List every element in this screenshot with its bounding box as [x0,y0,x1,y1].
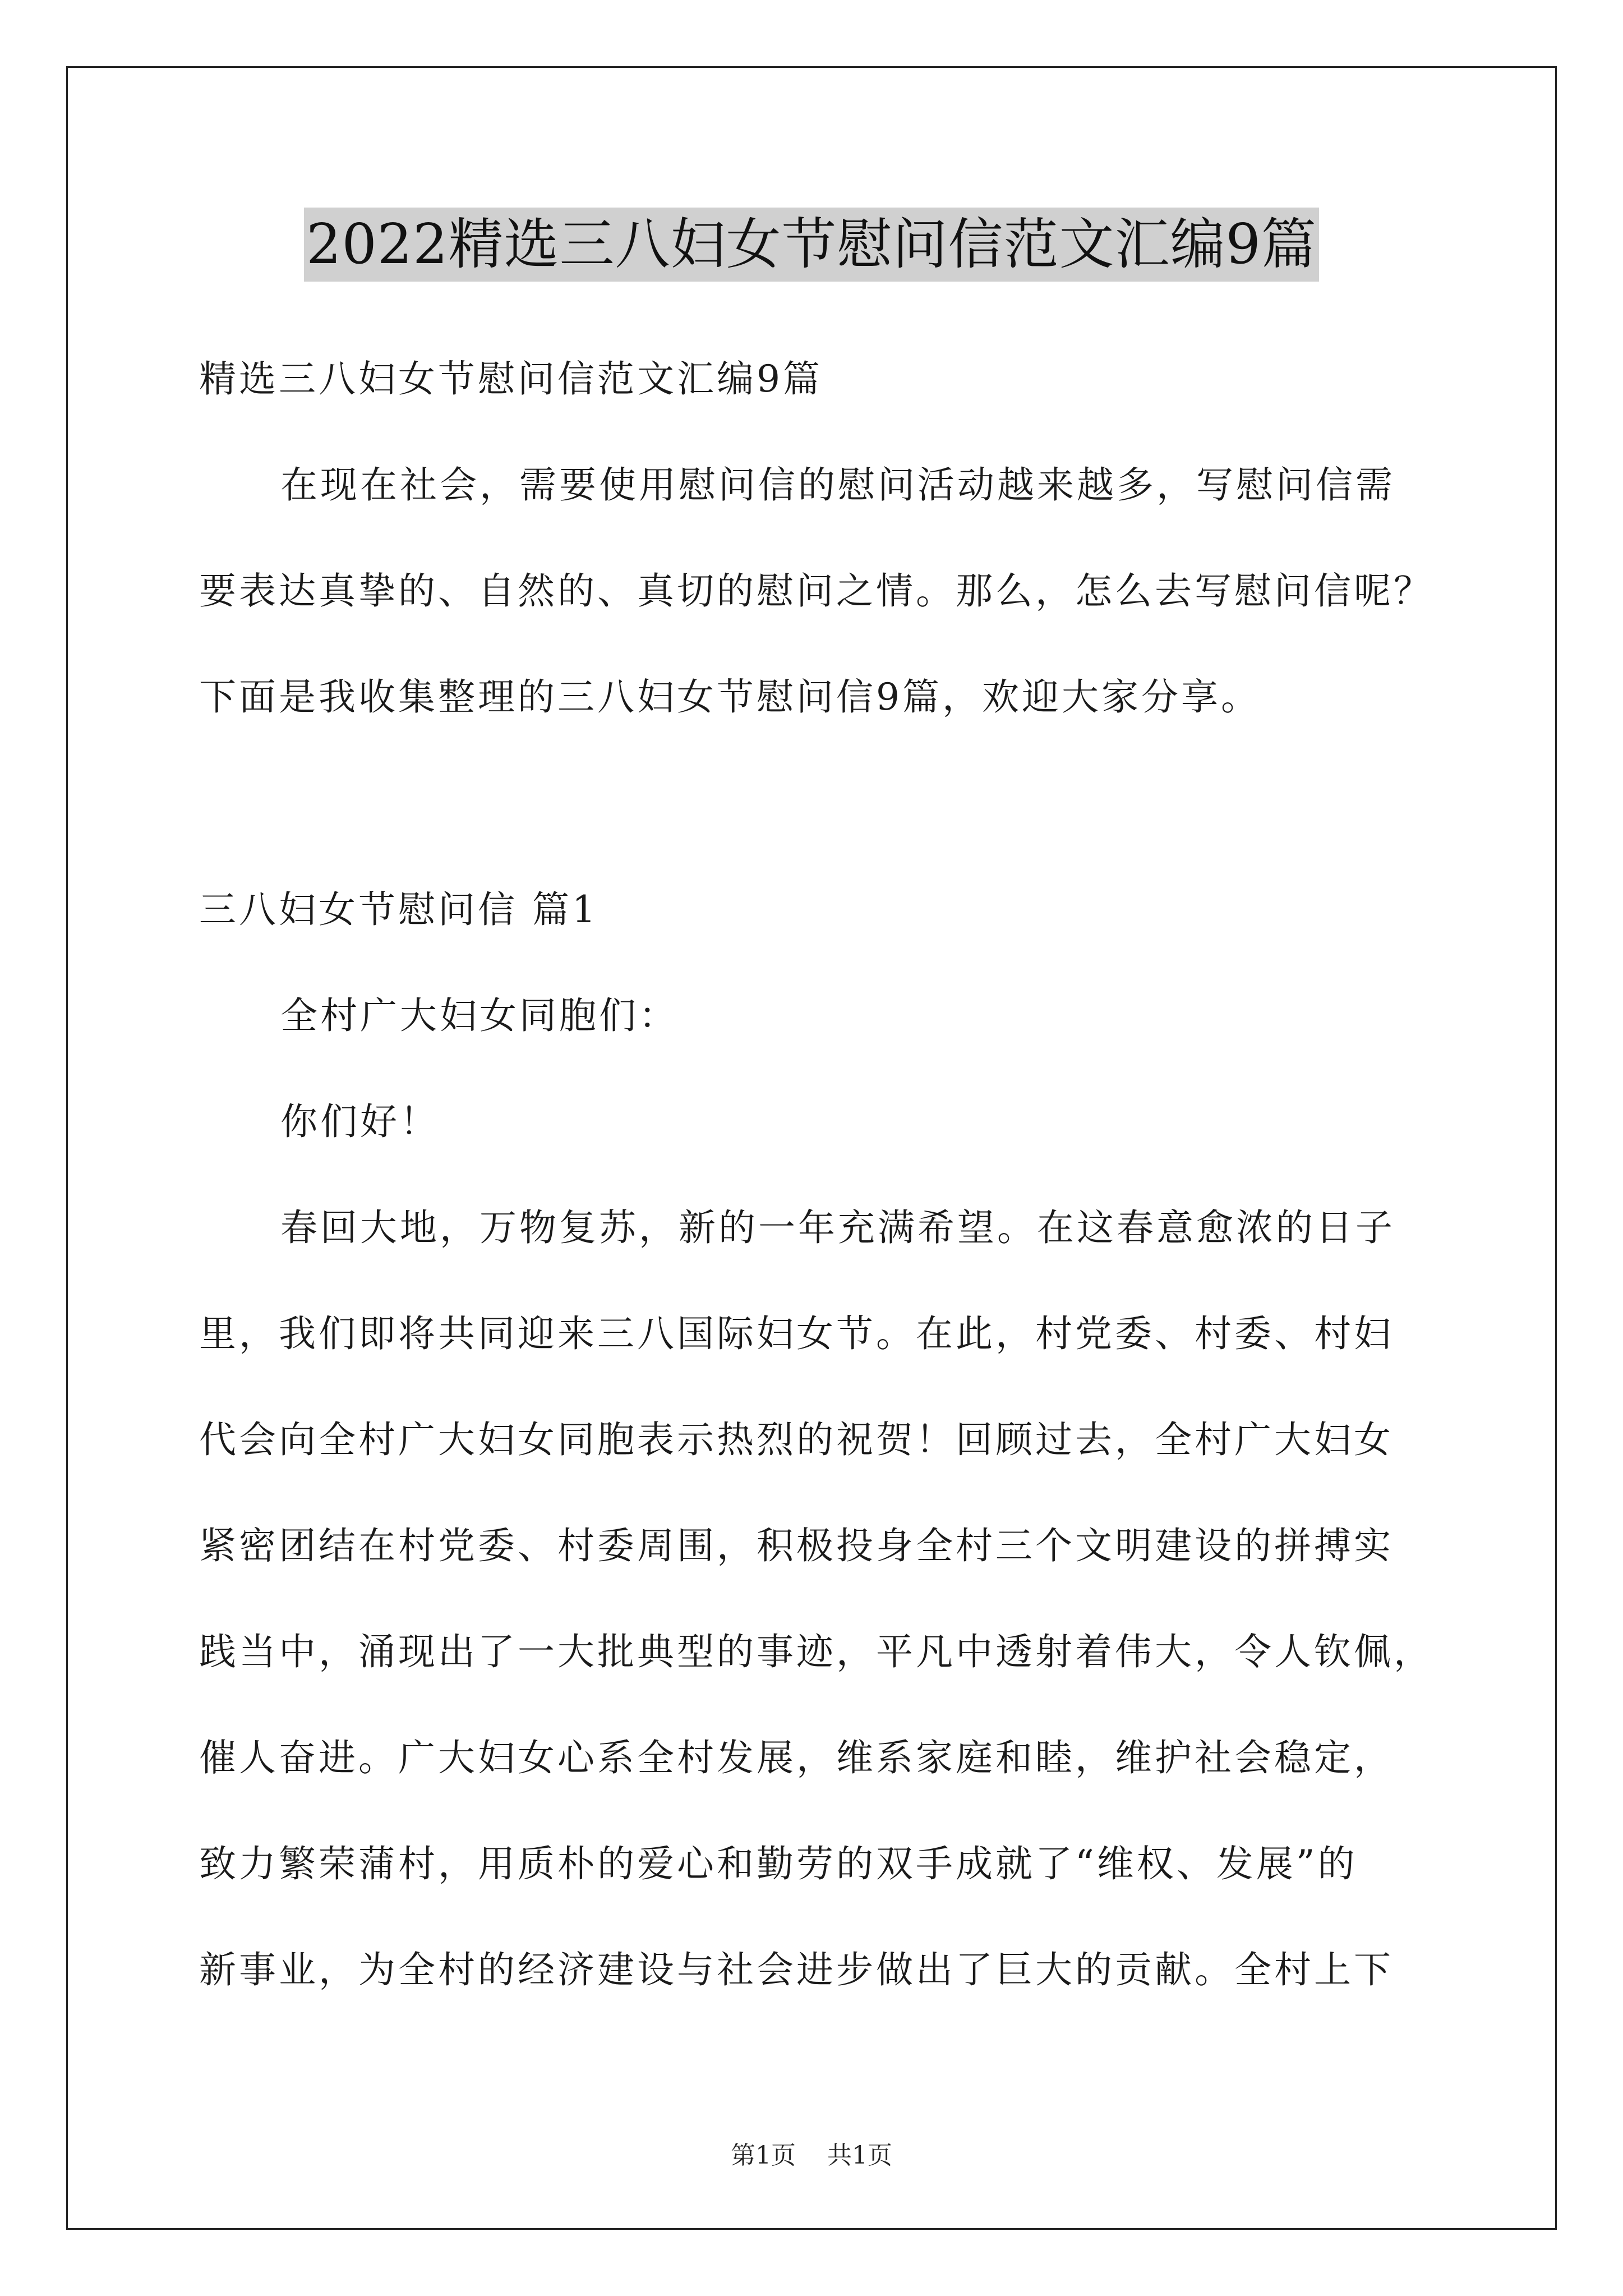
body-line: 致力繁荣蒲村，用质朴的爱心和勤劳的双手成就了“维权、发展”的 [199,1842,1358,1885]
intro-line: 要表达真挚的、自然的、真切的慰问之情。那么，怎么去写慰问信呢？ [199,569,1433,613]
page-footer [0,2140,1623,2171]
body-line: 紧密团结在村党委、村委周围，积极投身全村三个文明建设的拼搏实 [199,1524,1394,1567]
page-number: 第1页 [731,2141,796,2170]
body-line: 春回大地，万物复苏，新的一年充满希望。在这春意愈浓的日子 [280,1206,1395,1249]
body-line: 代会向全村广大妇女同胞表示热烈的祝贺！回顾过去，全村广大妇女 [199,1418,1394,1461]
section-heading: 三八妇女节慰问信 篇1 [199,888,598,931]
body-line: 催人奋进。广大妇女心系全村发展，维系家庭和睦，维护社会稳定， [199,1736,1394,1779]
intro-line: 下面是我收集整理的三八妇女节慰问信9篇，欢迎大家分享。 [199,675,1261,719]
page-total: 共1页 [827,2141,892,2170]
intro-line: 在现在社会，需要使用慰问信的慰问活动越来越多，写慰问信需 [280,463,1395,507]
body-line: 里，我们即将共同迎来三八国际妇女节。在此，村党委、村委、村妇 [199,1312,1394,1355]
document-title: 2022精选三八妇女节慰问信范文汇编9篇 [304,208,1319,282]
body-line: 践当中，涌现出了一大批典型的事迹，平凡中透射着伟大，令人钦佩， [199,1630,1433,1673]
document-subtitle: 精选三八妇女节慰问信范文汇编9篇 [199,357,823,401]
title-container [0,208,1623,282]
greeting: 你们好！ [280,1100,440,1143]
body-line: 新事业，为全村的经济建设与社会进步做出了巨大的贡献。全村上下 [199,1948,1394,1991]
salutation: 全村广大妇女同胞们： [280,994,679,1037]
